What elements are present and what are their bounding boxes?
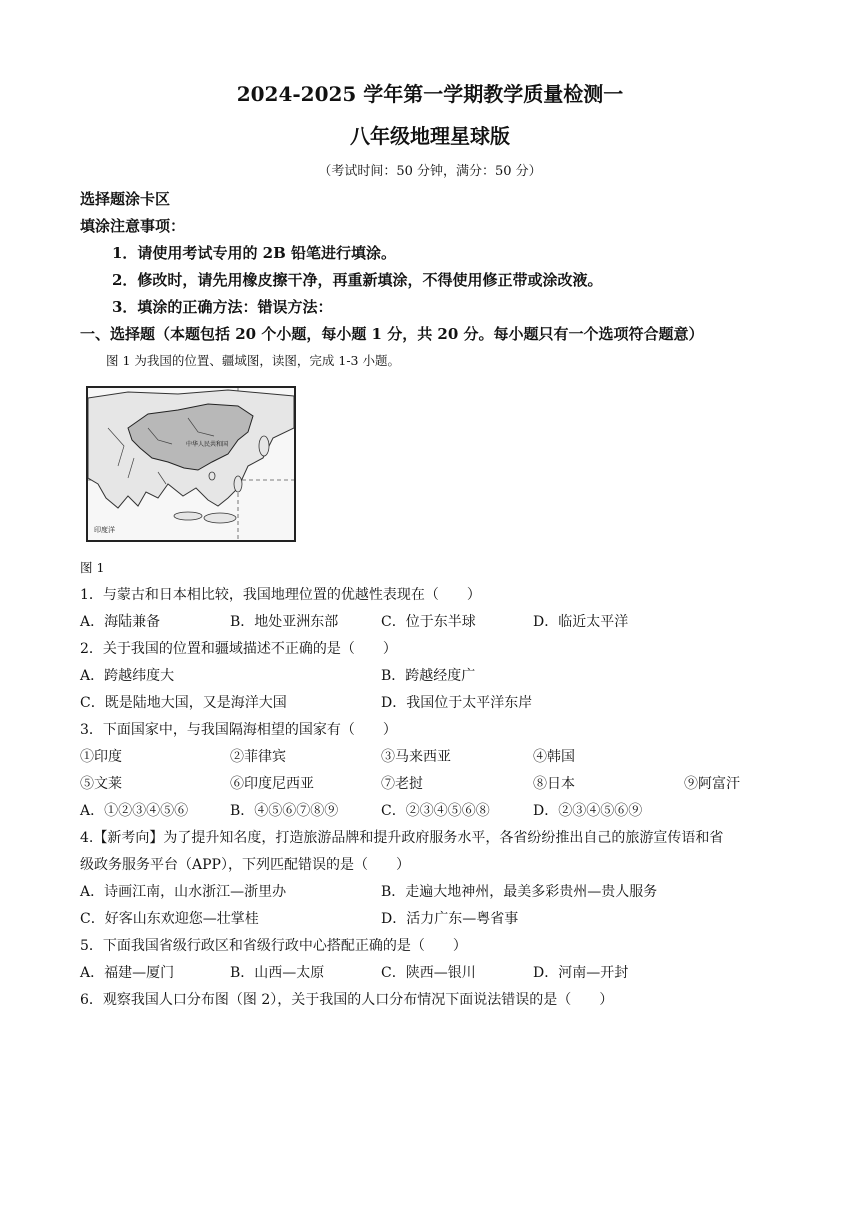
q3-option-c: C．②③④⑤⑥⑧ xyxy=(381,803,490,819)
q5-option-b: B．山西—太原 xyxy=(230,965,325,981)
q3-country-8: ⑧日本 xyxy=(533,776,575,792)
q3-country-6: ⑥印度尼西亚 xyxy=(230,776,314,792)
q3-country-5: ⑤文莱 xyxy=(80,776,122,792)
q1-option-c: C．位于东半球 xyxy=(381,614,476,630)
q2-option-d: D．我国位于太平洋东岸 xyxy=(381,695,533,711)
map-label-china: 中华人民共和国 xyxy=(186,441,229,448)
q1-option-d: D．临近太平洋 xyxy=(533,614,629,630)
note-3: 3．填涂的正确方法：错误方法： xyxy=(112,298,333,316)
note-2: 2．修改时，请先用橡皮擦干净，再重新填涂，不得使用修正带或涂改液。 xyxy=(112,271,603,289)
exam-title: 2024-2025 学年第一学期教学质量检测一 xyxy=(236,82,624,106)
q5-option-c: C．陕西—银川 xyxy=(381,965,476,981)
map-drawing xyxy=(88,388,294,540)
q2-option-c: C．既是陆地大国，又是海洋大国 xyxy=(80,695,287,711)
q3-country-1: ①印度 xyxy=(80,749,122,765)
q5-option-d: D．河南—开封 xyxy=(533,965,629,981)
q3-option-a: A．①②③④⑤⑥ xyxy=(80,803,189,819)
q1-option-a: A．海陆兼备 xyxy=(80,614,161,630)
q3-country-2: ②菲律宾 xyxy=(230,749,286,765)
q2-option-b: B．跨越经度广 xyxy=(381,668,476,684)
q4-option-a: A．诗画江南，山水浙江—浙里办 xyxy=(80,884,287,900)
answer-card-heading: 选择题涂卡区 xyxy=(80,190,171,208)
exam-info: （考试时间：50 分钟，满分：50 分） xyxy=(318,164,542,179)
q1-stem: 1．与蒙古和日本相比较，我国地理位置的优越性表现在（ ） xyxy=(80,587,481,603)
section-heading: 一、选择题（本题包括 20 个小题，每小题 1 分，共 20 分。每小题只有一个选项符合题意） xyxy=(80,325,704,343)
china-location-map xyxy=(86,386,296,542)
q4-stem-line2: 级政务服务平台（APP），下列匹配错误的是（ ） xyxy=(80,857,410,873)
section-intro: 图 1 为我国的位置、疆域图，读图，完成 1-3 小题。 xyxy=(106,353,400,368)
q3-stem: 3．下面国家中，与我国隔海相望的国家有（ ） xyxy=(80,722,397,738)
figure-caption: 图 1 xyxy=(80,560,105,575)
q3-option-d: D．②③④⑤⑥⑨ xyxy=(533,803,643,819)
notes-heading: 填涂注意事项： xyxy=(80,217,186,235)
q3-country-3: ③马来西亚 xyxy=(381,749,451,765)
q2-option-a: A．跨越纬度大 xyxy=(80,668,175,684)
q4-option-b: B．走遍大地神州，最美多彩贵州—贵人服务 xyxy=(381,884,658,900)
q4-stem-line1: 4.【新考向】为了提升知名度，打造旅游品牌和提升政府服务水平，各省纷纷推出自己的旅游宣传语和省 xyxy=(80,830,724,846)
q2-stem: 2．关于我国的位置和疆域描述不正确的是（ ） xyxy=(80,641,397,657)
q5-stem: 5．下面我国省级行政区和省级行政中心搭配正确的是（ ） xyxy=(80,938,467,954)
q4-option-c: C．好客山东欢迎您—壮掌桂 xyxy=(80,911,259,927)
q3-country-4: ④韩国 xyxy=(533,749,575,765)
q6-stem: 6．观察我国人口分布图（图 2），关于我国的人口分布情况下面说法错误的是（ ） xyxy=(80,992,614,1008)
q3-country-9: ⑨阿富汗 xyxy=(684,776,740,792)
q1-option-b: B．地处亚洲东部 xyxy=(230,614,339,630)
q3-country-7: ⑦老挝 xyxy=(381,776,423,792)
map-label-indian-ocean: 印度洋 xyxy=(94,526,115,534)
q5-option-a: A．福建—厦门 xyxy=(80,965,175,981)
q3-option-b: B．④⑤⑥⑦⑧⑨ xyxy=(230,803,339,819)
exam-subtitle: 八年级地理星球版 xyxy=(350,124,510,148)
q4-option-d: D．活力广东—粤省事 xyxy=(381,911,519,927)
note-1: 1．请使用考试专用的 2B 铅笔进行填涂。 xyxy=(112,244,396,262)
